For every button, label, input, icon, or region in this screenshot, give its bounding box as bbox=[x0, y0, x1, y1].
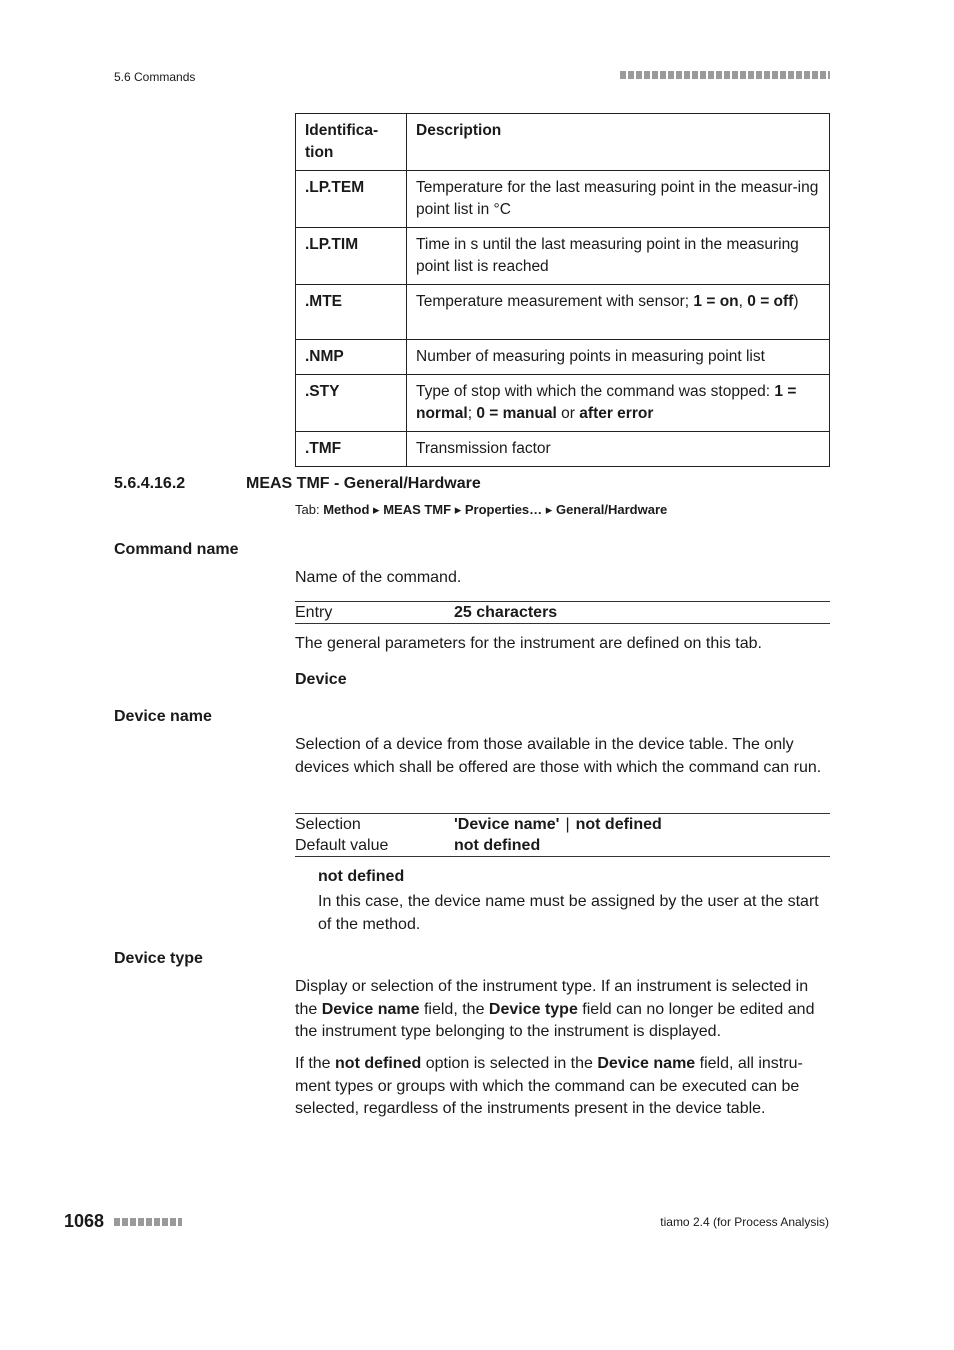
table-row bbox=[296, 228, 830, 285]
selection-table bbox=[295, 813, 830, 857]
row-id: .LP.TIM bbox=[296, 228, 407, 285]
column-header-description: Description bbox=[407, 114, 830, 171]
entry-row bbox=[295, 602, 830, 623]
table-row bbox=[296, 171, 830, 228]
row-description: Number of measuring points in measuring point list bbox=[407, 340, 830, 375]
device-type-paragraph-2 bbox=[295, 1053, 830, 1121]
default-key: Default value bbox=[295, 837, 389, 854]
desc-text: Type of stop with which the command was stopped: bbox=[416, 383, 775, 400]
desc-bold: 0 = manual bbox=[476, 405, 557, 422]
device-type-label: Device type bbox=[114, 950, 203, 967]
desc-bold: 1 = on bbox=[693, 293, 739, 310]
row-description: Transmission factor bbox=[407, 432, 830, 467]
paragraph-text: option is selected in the bbox=[421, 1055, 598, 1072]
row-id: .NMP bbox=[296, 340, 407, 375]
desc-text: ; bbox=[467, 405, 477, 422]
path-item: Properties… bbox=[464, 502, 543, 517]
tab-prefix: Tab: bbox=[295, 502, 324, 517]
desc-bold: 0 = off bbox=[747, 293, 794, 310]
product-name: tiamo 2.4 (for Process Analysis) bbox=[660, 1215, 829, 1229]
table-row bbox=[296, 375, 830, 432]
desc-bold: 1 = normal bbox=[416, 383, 797, 422]
row-id: .LP.TEM bbox=[296, 171, 407, 228]
paragraph-text: field, the bbox=[419, 1000, 489, 1018]
entry-key: Entry bbox=[295, 604, 333, 621]
device-type-paragraph-1 bbox=[295, 976, 830, 1044]
running-header: 5.6 Commands bbox=[114, 70, 196, 84]
row-description: Temperature for the last measuring point in the measur-ing point list in °C bbox=[407, 171, 830, 228]
row-description bbox=[407, 285, 830, 340]
header-decoration bbox=[620, 71, 830, 79]
identification-table bbox=[295, 113, 830, 467]
path-arrow-icon: ▸ bbox=[454, 502, 462, 517]
general-parameters-text: The general parameters for the instrument are defined on this tab. bbox=[295, 635, 762, 652]
path-arrow-icon: ▸ bbox=[545, 502, 553, 517]
paragraph-text: If the bbox=[295, 1055, 336, 1072]
path-arrow-icon: ▸ bbox=[373, 502, 380, 517]
paragraph-bold: Device name bbox=[321, 1000, 420, 1018]
page-number: 1068 bbox=[64, 1211, 105, 1231]
path-item: General/Hardware bbox=[555, 502, 668, 517]
path-item: MEAS TMF bbox=[383, 502, 452, 517]
default-value: not defined bbox=[454, 837, 541, 854]
command-name-text: Name of the command. bbox=[295, 569, 462, 586]
device-heading: Device bbox=[295, 671, 347, 688]
selection-key: Selection bbox=[295, 816, 361, 833]
device-name-label: Device name bbox=[114, 708, 212, 725]
paragraph-bold: Device name bbox=[597, 1055, 696, 1072]
tab-path bbox=[295, 502, 667, 518]
paragraph-text: field can no longer be edited and the instrument type belonging to the instrument is displayed. bbox=[295, 1000, 815, 1040]
entry-table bbox=[295, 601, 830, 624]
device-name-text: Selection of a device from those available in the device table. The only devices which shall be offered are those with which the command can run. bbox=[295, 736, 822, 776]
selection-value bbox=[454, 814, 662, 835]
desc-text: , bbox=[738, 293, 748, 310]
table-row bbox=[296, 340, 830, 375]
selection-option: not defined bbox=[575, 816, 662, 833]
row-description: Time in s until the last measuring point in the measuring point list is reached bbox=[407, 228, 830, 285]
table-header-row bbox=[296, 114, 830, 171]
desc-text: or bbox=[556, 405, 580, 422]
desc-text: Temperature measurement with sensor; bbox=[416, 293, 694, 310]
section-number: 5.6.4.16.2 bbox=[114, 475, 186, 492]
footer-decoration bbox=[114, 1218, 182, 1226]
selection-row bbox=[295, 814, 830, 835]
note-title: not defined bbox=[318, 868, 405, 885]
note-body: In this case, the device name must be assigned by the user at the start of the method. bbox=[318, 893, 819, 933]
default-row bbox=[295, 835, 830, 856]
section-title: MEAS TMF - General/Hardware bbox=[246, 475, 481, 492]
entry-value: 25 characters bbox=[454, 604, 558, 621]
path-item: Method bbox=[323, 502, 370, 517]
selection-option: 'Device name' bbox=[454, 816, 560, 833]
table-row bbox=[296, 432, 830, 467]
desc-text: ) bbox=[793, 293, 799, 310]
row-id: .STY bbox=[296, 375, 407, 432]
paragraph-bold: Device type bbox=[488, 1000, 578, 1018]
column-header-identification: Identifica-tion bbox=[296, 114, 407, 171]
command-name-label: Command name bbox=[114, 541, 239, 558]
paragraph-text: field, all instru-ment types or groups with which the command can be executed can be selected, regardless of the instruments present in the device table. bbox=[295, 1055, 803, 1117]
selection-separator: | bbox=[565, 816, 570, 833]
paragraph-text: Display or selection of the instrument type. If an instrument is selected in the bbox=[295, 978, 809, 1018]
desc-bold: after error bbox=[579, 405, 654, 422]
row-description bbox=[407, 375, 830, 432]
row-id: .MTE bbox=[296, 285, 407, 340]
row-id: .TMF bbox=[296, 432, 407, 467]
table-row bbox=[296, 285, 830, 340]
paragraph-bold: not defined bbox=[335, 1055, 422, 1072]
